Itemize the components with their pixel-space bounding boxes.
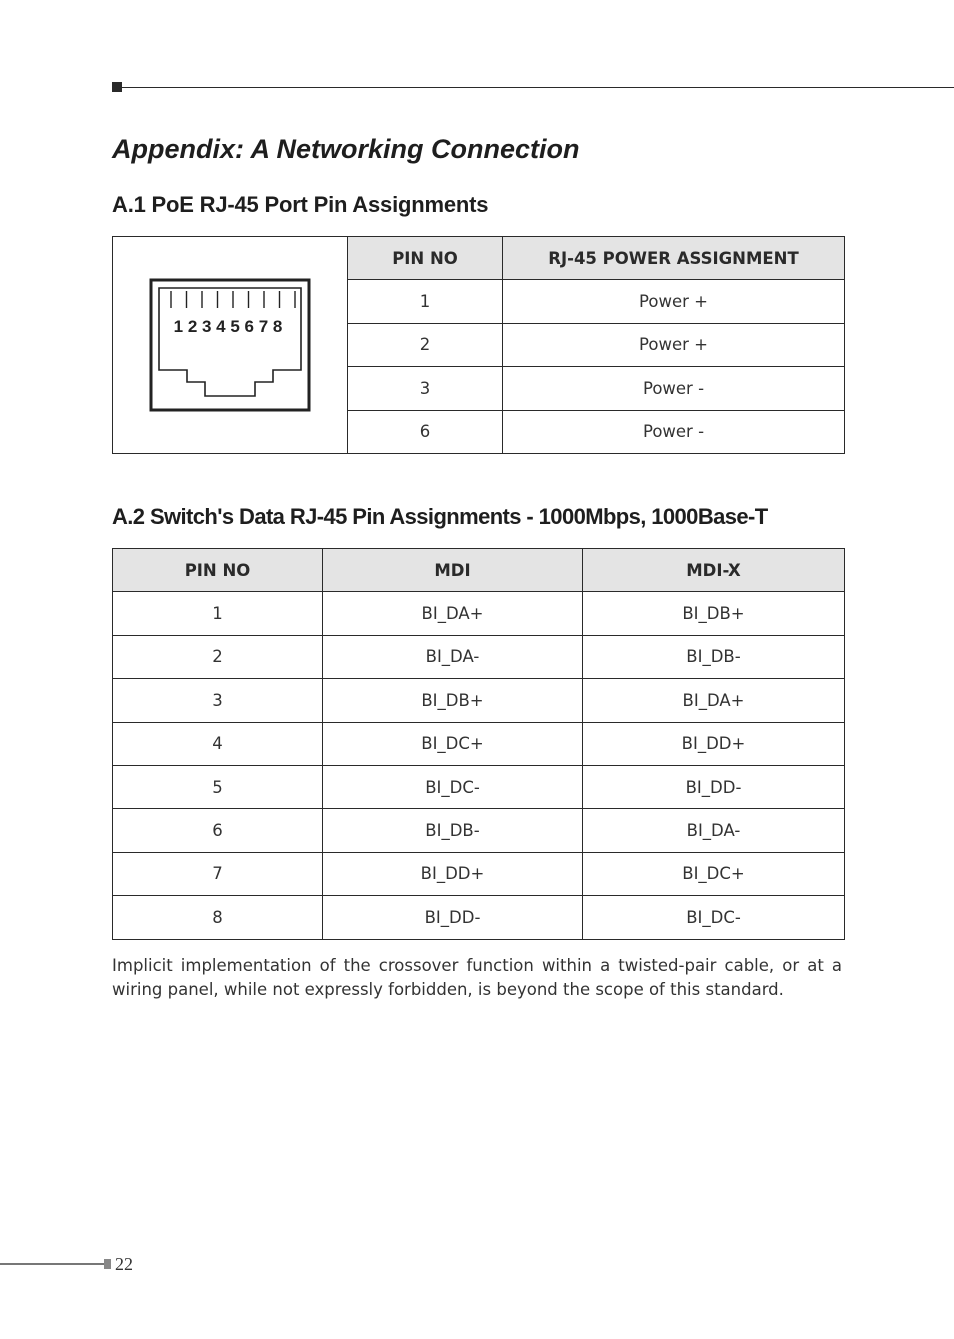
mdi-cell: BI_DA+ [323,592,583,635]
table-header-row [113,237,845,280]
mdix-cell: BI_DC+ [583,852,845,895]
pin-cell: 1 [113,592,323,635]
assignment-cell: Power + [503,323,845,366]
header-rule-line [122,87,954,88]
pin-cell: 4 [113,722,323,765]
mdix-cell: BI_DA+ [583,679,845,722]
mdi-cell: BI_DD- [323,896,583,939]
table-row [113,809,845,852]
page-title: Appendix: A Networking Connection [112,134,580,164]
pin-cell: 6 [113,809,323,852]
data-pin-table [112,548,845,940]
mdix-cell: BI_DD+ [583,722,845,765]
header-rule [112,82,954,92]
poe-pin-table [112,236,845,454]
table-row [113,679,845,722]
mdix-cell: BI_DA- [583,809,845,852]
footer-rule-mark [104,1259,111,1269]
section-a1-title: A.1 PoE RJ-45 Port Pin Assignments [112,192,489,217]
rj45-outer-frame [151,280,309,410]
mdi-cell: BI_DB+ [323,679,583,722]
rj45-pin-numbers: 1 2 3 4 5 6 7 8 [173,316,283,336]
pin-cell: 2 [113,635,323,678]
header-pin-no: PIN NO [113,549,323,592]
crossover-note: Implicit implementation of the crossover function within a twisted-pair cable, or at a wiring panel, while not expressly forbidden, is beyond the scope of this standard. [112,956,842,999]
pin-cell: 7 [113,852,323,895]
pin-cell: 5 [113,765,323,808]
table-row [113,722,845,765]
mdix-cell: BI_DC- [583,896,845,939]
header-mdix: MDI-X [583,549,845,592]
rj45-port-icon [149,278,311,412]
assignment-cell: Power - [503,367,845,410]
header-rule-square [112,82,122,92]
table-row [113,852,845,895]
rj45-diagram-cell [113,237,348,454]
pin-cell: 8 [113,896,323,939]
pin-cell: 1 [348,280,503,323]
table-row [113,592,845,635]
pin-cell: 3 [348,367,503,410]
table-row [113,896,845,939]
section-a2-title: A.2 Switch's Data RJ-45 Pin Assignments - 1000Mbps, 1000Base-T [112,504,768,529]
mdi-cell: BI_DA- [323,635,583,678]
header-mdi: MDI [323,549,583,592]
pin-cell: 6 [348,410,503,453]
assignment-cell: Power + [503,280,845,323]
page-number: 22 [115,1254,133,1274]
mdi-cell: BI_DC+ [323,722,583,765]
pin-cell: 2 [348,323,503,366]
table-row [113,765,845,808]
header-power-assignment: RJ-45 POWER ASSIGNMENT [503,237,845,280]
mdi-cell: BI_DB- [323,809,583,852]
header-pin-no: PIN NO [348,237,503,280]
table-row [113,635,845,678]
pin-cell: 3 [113,679,323,722]
mdi-cell: BI_DD+ [323,852,583,895]
footer-rule [0,1263,104,1265]
mdix-cell: BI_DB+ [583,592,845,635]
table-header-row [113,549,845,592]
mdix-cell: BI_DD- [583,765,845,808]
mdix-cell: BI_DB- [583,635,845,678]
assignment-cell: Power - [503,410,845,453]
mdi-cell: BI_DC- [323,765,583,808]
